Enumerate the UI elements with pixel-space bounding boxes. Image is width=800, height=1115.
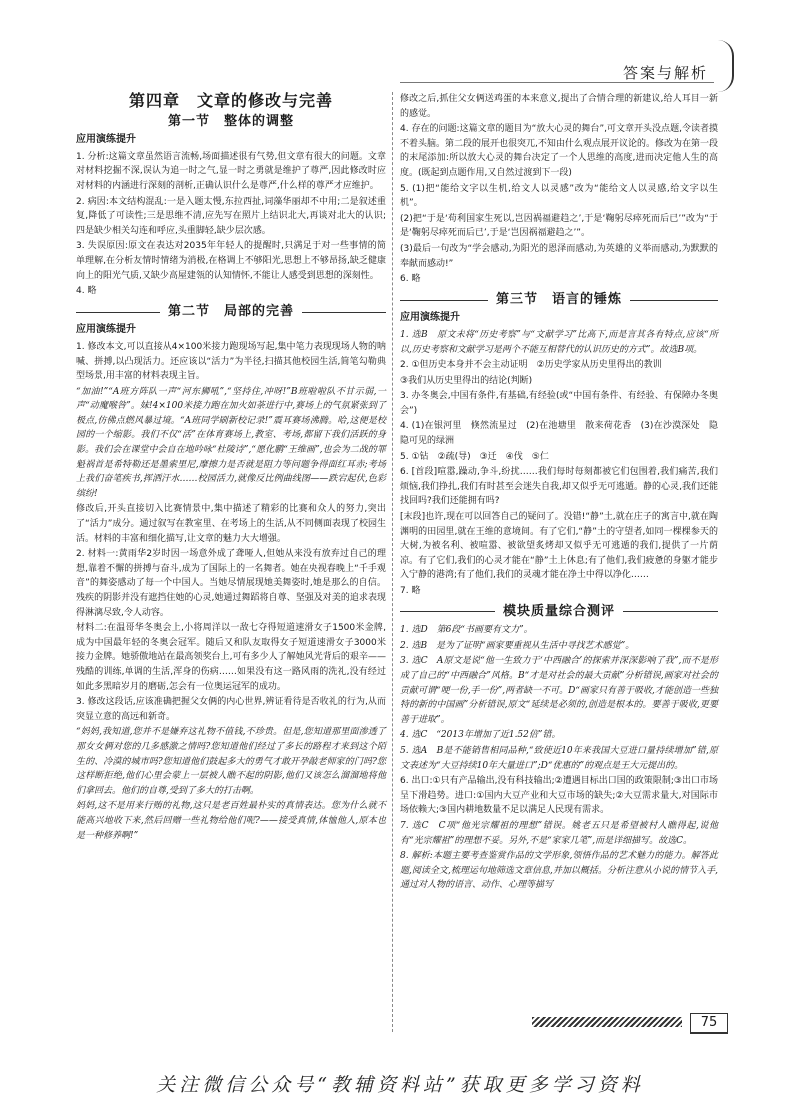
answer-paragraph: 3. 选C A原文是说“他一生致力于‘中西融合’的探索并深深影响了我”,而不是形成了自己的“中西融合”风格。B“才是对社会的最大贡献”分析错误,画家对社会的贡献可谓“哽一份,手一份”,两者缺一不可。D“画家只有善于吸收,才能创造一些独特的新的中国画”分析错误,原文“延续是必须的,创造是根本的。要善于吸收,更要善于进取”。 [400, 656, 718, 725]
section-title-2 [76, 305, 386, 320]
example-paragraph: “妈妈,我知道,您并不是嫌弃这礼物不值钱,不珍贵。但是,您知道那里面渗透了那女女俩对您的几多感激之情吗?您知道他们经过了多长的路程才来到这个陌生的、冷漠的城市吗?您知道他们鼓起多大的勇气才敢开孕敲老师家的门吗?您这样断拒绝,他们心里会蒙上一层被人瞧不起的阴影,他们又该怎么溜溜地将他们拿回去。他们的自尊,受到了多大的打击啊。 [76, 727, 386, 796]
answer-paragraph: 4. 略 [76, 286, 97, 297]
answer-paragraph: 5. (1)把“能给文字以生机,给文人以灵感”改为“能给文人以灵感,给文字以生机”。 [400, 183, 718, 209]
subheading-practice: 应用演练提升 [400, 312, 460, 324]
answer-paragraph: [末段]也许,现在可以回答自己的疑问了。没错!“静”土,就在庄子的寓言中,就在陶渊明的田园里,就在王维的意境间。有了它们,“静”土的守望者,如同一棵棵参天的大树,为被名利、被喧嚣、被欲望炙烤却又似乎无可逃遁的我们,提供了一片荫凉。有了它们,我们的心灵才能在“静”土上休息;有了他们,我们疲惫的身躯才能步入宁静的港湾;有了他们,我们的灵魂才能在净土中得以净化…… [400, 512, 718, 581]
header-rule [400, 82, 714, 83]
answer-paragraph: 材料二:在温哥华冬奥会上,小将周洋以一敌七夺得短道速滑女子1500米金牌,成为中国最年轻的冬奥会冠军。随后又和队友取得女子短道速滑女子3000米接力金牌。她骄傲地站在最高领奖台上,可有多少人了解她风光背后的艰辛——残酷的训练,单调的生活,浑身的伤病……如果没有这一路风雨的洗礼,没有经过如此多黑暗岁月的磨砺,怎会有一位奥运冠军的成功。 [76, 623, 386, 692]
hatch-decoration [532, 1017, 682, 1027]
answer-paragraph: 7. 略 [400, 586, 421, 596]
answer-paragraph: 2. 材料一:黄雨华2岁时因一场意外成了聋哑人,但她从来没有放弃过自己的理想,靠着不懈的拼搏与奋斗,成为了国际上的一名舞者。她在央视春晚上“千手观音”的舞姿感动了每一个中国人。当她尽情展现她美舞姿时,她是那么的自信。残疾的阴影并没有遮挡住她的心灵,她通过舞蹈将自尊、坚强及对美的追求表现得淋漓尽致,令人动容。 [76, 549, 386, 618]
answer-paragraph: ③我们从历史里得出的结论(判断) [400, 375, 533, 386]
section-title-text: 第三节 语言的锤炼 [496, 291, 623, 307]
example-paragraph: “加油!”“A班方阵队一声“河东狮吼”,“坚持住,冲呀!”B班啦啦队不甘示弱,一声“动魔喉咎”。妹!4×100米接力跑在加火如荼进行中,赛场上的气氛紧张到了极点,仿佛点燃风暴过境。“A班同学刷新校记录!”震耳赛场沸腾。哈,这便是校园的一个缩影。我们不仅“活”在体育赛场上,教室、考场,都留下我们活跃的身影。我们会在课堂中会自在地吟咏“杜陵诗”,“愿化鹏“王维画”,也会为二战的罪魁祸首是希特勒还是墨索里尼,摩擦力是否就是阻力等问题争得面红耳赤;考场上我们奋笔疾书,挥洒汗水……校园活力,就像反比例曲线图——跌宕起伏,色彩缤纷! [76, 386, 386, 499]
answer-paragraph: 修改后,开头直接切入比赛情景中,集中描述了精彩的比赛和众人的努力,突出了“活力”成分。通过叙写在教室里、在考场上的生活,从不同侧面表现了校园生活。材料的丰富和细化描写,让文章的魅力大大增强。 [76, 504, 386, 544]
answer-paragraph: 5. ①钻 ②疏(导) ③迁 ④伐 ⑤仁 [400, 451, 549, 462]
answer-paragraph: 7. 选C C项“他光宗耀祖的理想”错误。姚老五只是希望被村人瞧得起,说他有“光宗耀祖”的理想不妥。另外,不是“家家几笔”,而是详细描写。故选C。 [400, 820, 718, 846]
answer-paragraph: 2. 病因:本文结构混乱:一是入题太慢,东拉西扯,词藻华丽却不中用;二是叙述重复,降低了可读性;三是思维不清,应先写在照片上结识北大,再谈对北大的认识;四是缺少相关勾连和呼应,头重脚轻,缺少层次感。 [76, 196, 386, 236]
answer-paragraph: (2)把“于是‘苟利国家生死以,岂因祸福避趋之’,于是‘鞠躬尽瘁死而后已’”改为“于是‘鞠躬尽瘁死而后已’,于是‘岂因祸福避趋之’”。 [400, 213, 718, 239]
answer-paragraph: 4. (1)在银河里 倏然流星过 (2)在池塘里 散来荷花香 (3)在沙漠深处 隐隐可见的绿洲 [400, 421, 718, 447]
chapter-title: 第四章 文章的修改与完善 [128, 91, 333, 110]
answer-paragraph: 1. 修改本文,可以直接从4×100米接力跑现场写起,集中笔力表现现场人物的呐喊、拼搏,以凸现活力。还应该以“活力”为半径,扫描其他校园生活,简笔勾勒典型场景,用丰富的材料表现主旨。 [76, 341, 386, 382]
subheading-practice: 应用演练提升 [76, 324, 136, 336]
section-title-text: 第二节 局部的完善 [168, 303, 295, 319]
section-title-3 [400, 293, 718, 308]
answer-paragraph: 4. 选C “2013年增加了近1.52倍”错。 [400, 730, 561, 741]
answer-paragraph: 4. 存在的问题:这篇文章的题目为“放大心灵的舞台”,可文章开头没点题,令读者摸不着头脑。第二段的展开也很突兀,不知由什么观点展开议论的。修改为在第一段的末尾添加:所以放大心灵的舞台决定了一个人思维的高度,进而决定他人生的高度。(既起到点题作用,又自然过渡到下一段) [400, 124, 718, 178]
answer-paragraph: 6. 出口:①只有产品输出,没有科技输出;②遭遇目标出口国的政策限制;③出口市场呈下滑趋势。进口:①国内大豆产业和大豆市场的缺失;②大豆需求量大,对国际市场依赖大;③国内耕地数量不足以满足人民现有需求。 [400, 776, 718, 816]
example-paragraph: 妈妈,这不是用来行贿的礼物,这只是老百姓最朴实的真情表达。您为什么就不能高兴地收下来,然后回赠一些礼物给他们呢?——接受真情,体恤他人,原本也是一种修养啊!” [76, 801, 386, 841]
answer-paragraph: 3. 修改这段话,应该准确把握父女俩的内心世界,辨证看待是否收礼的行为,从而突显立意的高远和新奇。 [76, 697, 386, 722]
page-number-box [532, 1015, 728, 1031]
section-title-text: 模块质量综合测评 [503, 603, 616, 619]
answer-paragraph: 1. 选D 第6段“书画要有文力”。 [400, 625, 533, 636]
subheading-practice: 应用演练提升 [76, 134, 136, 146]
section-title-4 [400, 605, 718, 620]
header-arc [718, 40, 734, 92]
answer-paragraph: 1. 选B 原文未将“历史考察”与“文献学习”比高下,而是言其各有特点,应该“所以,历史考察和文献学习是两个不能互相替代的认识历史的方式”。故选B项。 [400, 329, 718, 355]
header-label: 答案与解析 [622, 64, 708, 82]
page-number: 75 [690, 1013, 728, 1034]
answer-paragraph: 8. 解析:本题主要考查鉴赏作品的文学形象,领悟作品的艺术魅力的能力。解答此题,阅读全文,梳理运句地筛选文章信息,并加以概括。分析注意从小说的情节入手,通过对人物的语言、动作、心理等描写 [400, 851, 718, 891]
answer-paragraph: 5. 选A B是不能销售相同品种,“致使近10年来我国大豆进口量持续增加”错,原文表述为“大豆持续10年大量进口”;D“优惠的”的观点是王大元提出的。 [400, 745, 718, 771]
answer-paragraph: 3. 办冬奥会,中国有条件,有基础,有经验(或“中国有条件、有经验、有保障办冬奥会”) [400, 391, 718, 416]
right-column [400, 92, 718, 894]
column-divider [392, 92, 393, 1032]
answer-paragraph: (3)最后一句改为“学会感动,为阳光的恩泽而感动,为英雄的义举而感动,为默默的奉献而感动!” [400, 243, 718, 269]
left-column [76, 92, 386, 844]
answer-paragraph: 修改之后,抓住父女俩送鸡蛋的本来意义,提出了合情合理的新建议,给人耳目一新的感觉。 [400, 94, 718, 119]
answer-paragraph: 1. 分析:这篇文章虽然语言流畅,场面描述很有气势,但文章有很大的问题。文章对材料挖掘不深,误认为追一时之气,显一时之勇就是维护了尊严,因此修改时应对材料的内涵进行深刻的剖析,正确认识什么是尊严,什么样的尊严才应维护。 [76, 151, 386, 191]
answer-paragraph: 6. 略 [400, 274, 421, 285]
footer-note: 关注微信公众号“教辅资料站”获取更多学习资料 [156, 1074, 644, 1096]
section-title-1: 第一节 整体的调整 [167, 113, 294, 129]
answer-paragraph: 2. 选B 是为了证明“画家要重视从生活中寻找艺术感觉”。 [400, 640, 635, 651]
answer-paragraph: 3. 失误原因:原文在表达对2035年年轻人的提醒时,只满足于对一些事情的简单理解,在分析友情时情绪为消极,在格调上不够阳光,思想上不够昂扬,缺乏健康向上的阳光气质,又缺少高屋建瓴的认知情怀,不能让人感受到思想的深刻性。 [76, 241, 386, 281]
answer-paragraph: 6. [首段]喧嚣,躁动,争斗,纷扰……我们每时每刻都被它们包围着,我们痛苦,我们烦恼,我们挣扎,我们有时甚至会迷失自我,却又似乎无可逃遁。静的心灵,我们还能找回吗?我们还能拥有吗? [400, 467, 718, 507]
answer-paragraph: 2. ①但历史本身并不会主动证明 ②历史学家从历史里得出的教训 [400, 360, 662, 371]
